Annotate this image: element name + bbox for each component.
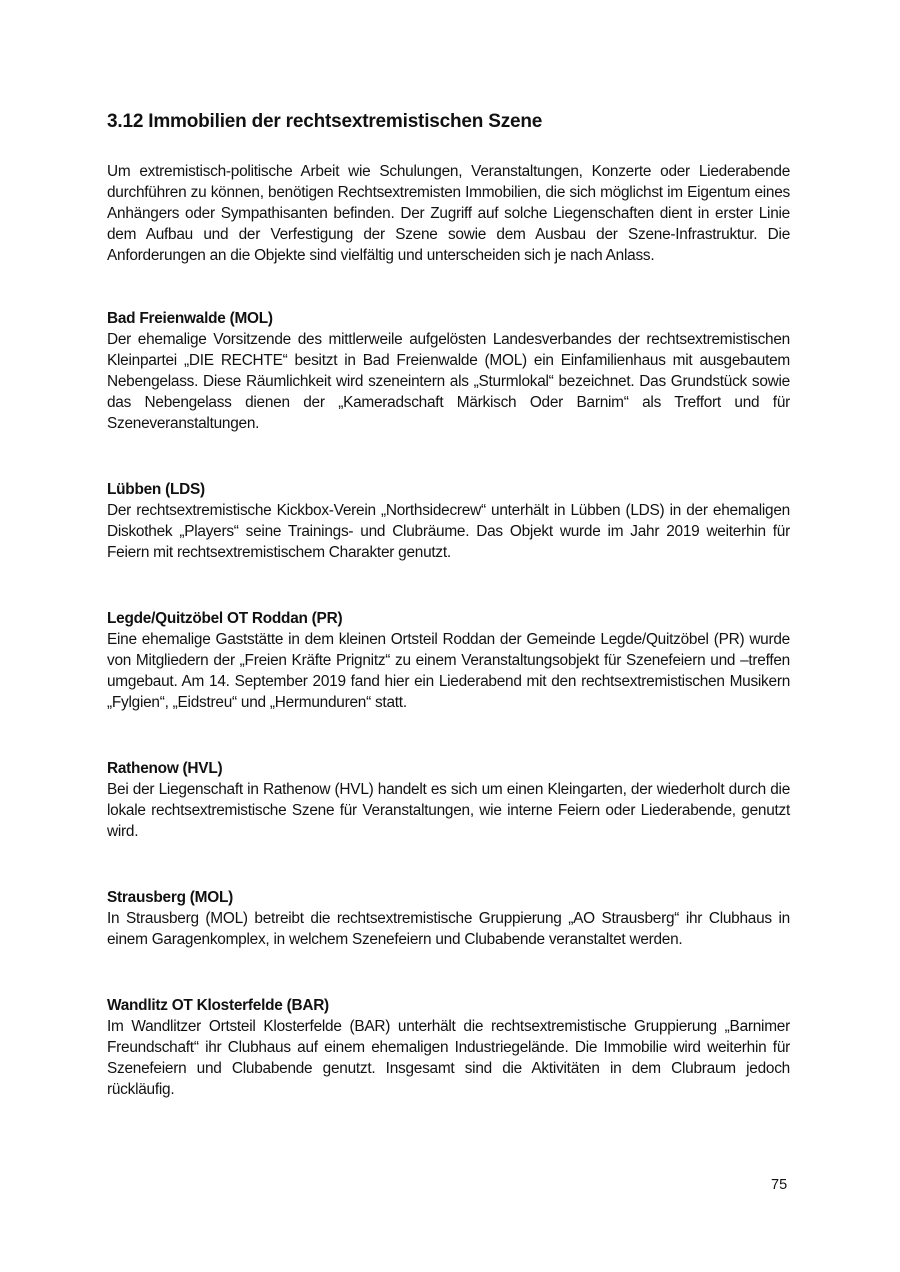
entry-title: Legde/Quitzöbel OT Roddan (PR)	[107, 610, 343, 627]
entry-title: Bad Freienwalde (MOL)	[107, 310, 273, 327]
entry-rathenow	[107, 758, 790, 842]
entry-legde-quitzoebel	[107, 608, 790, 713]
entry-title: Wandlitz OT Klosterfelde (BAR)	[107, 997, 329, 1014]
entry-strausberg	[107, 887, 790, 950]
entry-body: Der ehemalige Vorsitzende des mittlerweile aufgelösten Landesverbandes der rechtsextremistischen Kleinpartei „DIE RECHTE“ besitzt in Bad Freienwalde (MOL) ein Einfamilienhaus mit ausgebautem Nebengelass. Diese Räumlichkeit wird szeneintern als „Sturmlokal“ bezeichnet. Das Grundstück sowie das Nebengelass dienen der „Kameradschaft Märkisch Oder Barnim“ als Treffort und für Szeneveranstaltungen.	[107, 331, 790, 432]
entry-title: Strausberg (MOL)	[107, 889, 233, 906]
entry-body: Bei der Liegenschaft in Rathenow (HVL) handelt es sich um einen Kleingarten, der wiederholt durch die lokale rechtsextremistische Szene für Veranstaltungen, wie interne Feiern oder Liederabende, genutzt wird.	[107, 781, 790, 840]
intro-paragraph: Um extremistisch-politische Arbeit wie Schulungen, Veranstaltungen, Konzerte oder Liederabende durchführen zu können, benötigen Rechtsextremisten Immobilien, die sich möglichst im Eigentum eines Anhängers oder Sympathisanten befinden. Der Zugriff auf solche Liegenschaften dient in erster Linie dem Aufbau und der Verfestigung der Szene sowie dem Ausbau der Szene-Infrastruktur. Die Anforderungen an die Objekte sind vielfältig und unterscheiden sich je nach Anlass.	[107, 163, 790, 264]
entry-title: Lübben (LDS)	[107, 481, 205, 498]
entry-body: Im Wandlitzer Ortsteil Klosterfelde (BAR) unterhält die rechtsextremistische Gruppierung „Barnimer Freundschaft“ ihr Clubhaus auf einem ehemaligen Industriegelände. Die Immobilie wird weiterhin für Szenefeiern und Clubabende genutzt. Insgesamt sind die Aktivitäten in dem Clubraum jedoch rückläufig.	[107, 1018, 790, 1098]
entry-body: Eine ehemalige Gaststätte in dem kleinen Ortsteil Roddan der Gemeinde Legde/Quitzöbel (PR) wurde von Mitgliedern der „Freien Kräfte Prignitz“ zu einem Veranstaltungsobjekt für Szenefeiern und –treffen umgebaut. Am 14. September 2019 fand hier ein Liederabend mit den rechtsextremistischen Musikern „Fylgien“, „Eidstreu“ und „Hermunduren“ statt.	[107, 631, 790, 711]
section-heading: 3.12 Immobilien der rechtsextremistischen Szene	[107, 111, 543, 132]
page-number: 75	[771, 1177, 788, 1193]
entry-luebben	[107, 479, 790, 563]
entry-wandlitz	[107, 995, 790, 1100]
entry-bad-freienwalde	[107, 308, 790, 434]
entry-title: Rathenow (HVL)	[107, 760, 223, 777]
document-page	[107, 110, 790, 1100]
entry-body: Der rechtsextremistische Kickbox-Verein „Northsidecrew“ unterhält in Lübben (LDS) in der ehemaligen Diskothek „Players“ seine Trainings- und Clubräume. Das Objekt wurde im Jahr 2019 weiterhin für Feiern mit rechtsextremistischem Charakter genutzt.	[107, 502, 790, 561]
entry-body: In Strausberg (MOL) betreibt die rechtsextremistische Gruppierung „AO Strausberg“ ihr Clubhaus in einem Garagenkomplex, in welchem Szenefeiern und Clubabende veranstaltet werden.	[107, 910, 790, 948]
